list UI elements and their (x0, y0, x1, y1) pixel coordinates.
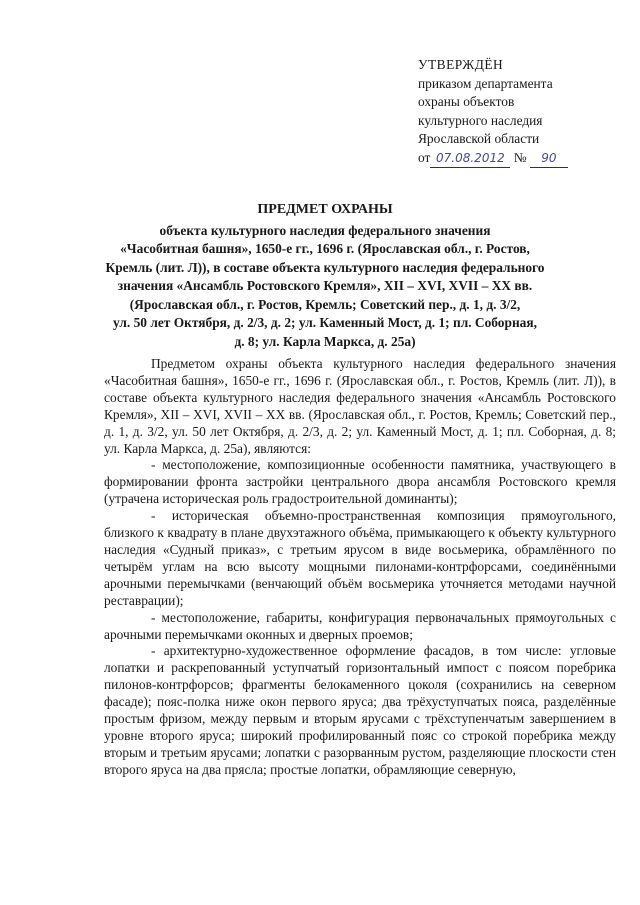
title-line: «Часобитная башня», 1650-е гг., 1696 г. (Ярославская обл., г. Ростов, (120, 241, 530, 256)
title-line: Кремль (лит. Л)), в составе объекта культурного наследия федерального (105, 259, 545, 275)
document-title (90, 201, 560, 351)
approval-caption: УТВЕРЖДЁН (418, 57, 504, 72)
handwritten-date: 07.08.2012 (436, 150, 505, 165)
title-line: объекта культурного наследия федерального значения (159, 222, 491, 238)
title-line: (Ярославская обл., г. Ростов, Кремль; Советский пер., д. 1, д. 3/2, (129, 296, 521, 312)
number-sign: № (513, 149, 527, 165)
approval-line: Ярославской области (418, 131, 540, 146)
order-date-number (418, 149, 618, 169)
list-item: - местоположение, композиционные особенности памятника, участвующего в формировании фронта застройки центрального двора ансамбля Ростовского кремля (утрачена историческая роль градостроительной доминанты); (104, 457, 616, 507)
list-item: - историческая объемно-пространственная композиция прямоугольного, близкого к квадрату в плане двухэтажного объёма, примыкающего к объекту культурного наследия «Судный приказ», с третьим ярусом в виде восьмерика, обрамлённого по четырём углам на всю высоту мощными пилонами-контрфорсами, соединёнными арочными перемычками (венчающий объём восьмерика уточняется методами научной реставрации); (104, 508, 616, 608)
document-body (104, 356, 616, 779)
intro-paragraph: Предметом охраны объекта культурного наследия федерального значения «Часобитная башня», 1650-е гг., 1696 г. (Ярославская обл., г. Ростов, Кремль (лит. Л)), в составе объекта культурного наследия федерального значения «Ансамбль Ростовского Кремля», XII – XVI, XVII – XX вв. (Ярославская обл., г. Ростов, Кремль; Советский пер., д. 1, д. 3/2, ул. 50 лет Октября, д. 2/3, д. 2; ул. Каменный Мост, д. 1; пл. Соборная, д. 8; ул. Карла Маркса, д. 25а), являются: (104, 356, 616, 456)
approval-stamp (418, 56, 618, 168)
handwritten-number: 90 (541, 150, 557, 165)
approval-line: охраны объектов (418, 94, 515, 109)
title-main: ПРЕДМЕТ ОХРАНЫ (257, 202, 393, 217)
title-line: ул. 50 лет Октября, д. 2/3, д. 2; ул. Каменный Мост, д. 1; пл. Соборная, (113, 315, 537, 330)
list-item: - архитектурно-художественное оформление фасадов, в том числе: угловые лопатки и раскрепованный уступчатый горизонтальный импост с поясом поребрика пилонов-контрфорсов; фрагменты белокаменного цоколя (сохранились на северном фасаде); пояс-полка ниже окон первого яруса; два трёхуступчатых пояса, разделённые простым фризом, между первым и вторым ярусами с трёхступенчатым завершением в уровне второго яруса; широкий профилированный пояс со строкой поребрика между вторым и третьим ярусами; лопатки с разорванным рустом, разделяющие плоскости стен второго яруса на два прясла; простые лопатки, обрамляющие северную, (104, 643, 616, 777)
title-line: значения «Ансамбль Ростовского Кремля», XII – XVI, XVII – XX вв. (117, 278, 533, 293)
list-item: - местоположение, габариты, конфигурация первоначальных прямоугольных с арочными перемычками оконных и дверных проемов; (104, 609, 616, 642)
approval-line: приказом департамента (418, 75, 553, 91)
title-line: д. 8; ул. Карла Маркса, д. 25а) (234, 333, 416, 349)
approval-line: культурного наследия (418, 112, 543, 128)
date-prefix: от (418, 149, 431, 165)
